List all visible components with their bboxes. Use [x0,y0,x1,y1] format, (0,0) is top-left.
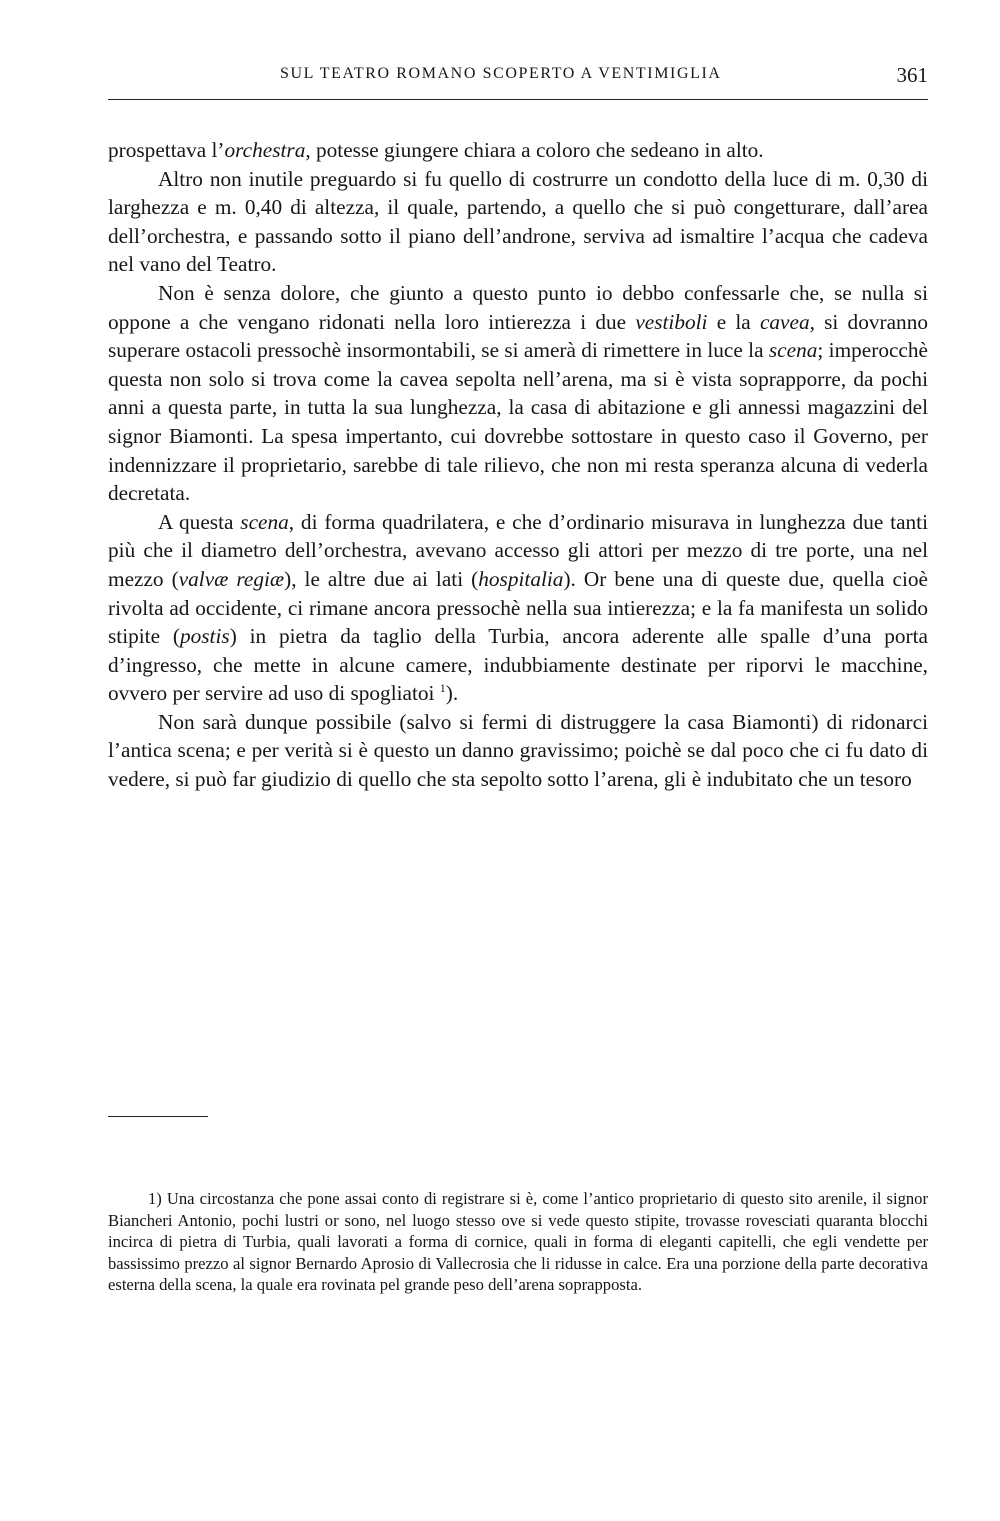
book-page [108,0,928,1521]
paragraph-text-run: , si dovranno superare ostacoli pressochè insormontabili, se si amerà di rimettere in luce la [108,309,928,363]
paragraph-italic-run: scena [768,338,818,363]
footnote-block [108,1188,928,1296]
running-title: SUL TEATRO ROMANO SCOPERTO A VENTIMIGLIA [280,65,722,82]
paragraph-text-run: ), le altre due ai lati ( [284,566,479,591]
paragraph-text-run: ). Or bene una di queste due, quella cioè rivolta ad occidente, ci rimane ancora pressochè nella sua intierezza; e la fa manifesta un solido stipite ( [108,566,928,649]
paragraph [108,708,928,794]
paragraph-text-run: prospettava l’ [108,138,225,162]
footnote-rule [108,1116,208,1117]
paragraph-italic-run: cavea [759,309,810,334]
paragraph-text-run: Non è senza dolore, che giunto a questo punto io debbo confessarle che, se nulla si oppone a che vengano ridonati nella loro intierezza i due [108,280,928,334]
paragraph-text-run: , di forma quadrilatera, e che d’ordinario misurava in lunghezza due tanti più che il diametro dell’orchestra, avevano accesso gli attori per mezzo di tre porte, una nel mezzo ( [108,509,929,591]
paragraph [108,165,928,279]
paragraph-italic-run: orchestra [224,138,306,162]
footnote [108,1188,928,1296]
footnote-text-run: 1) Una circostanza che pone assai conto di registrare si è, come l’antico proprietario di questo sito arenile, il signor Biancheri Antonio, pochi lustri or sono, nel luogo stesso ove si vede questo stipite, trovasse rovesciati quaranta blocchi incirca di pietra di Turbia, quali lavorati a forma di cornice, quali in forma di eleganti capitelli, che egli vendette per bassissimo prezzo al signor Bernardo Aprosio di Vallecrosia che li ridusse in calce. Era una porzione della parte decorativa esterna della scena, la quale era rovinata pel grande peso dell’arena soprapposta. [108,1189,928,1294]
paragraph [108,279,928,508]
running-head [108,63,928,89]
paragraph [108,136,928,165]
paragraph-text-run: e la [707,309,760,334]
paragraph-text-run: Altro non inutile preguardo si fu quello di costrurre un condotto della luce di m. 0,30 di larghezza e m. 0,40 di altezza, il quale, partendo, a quello che si può congetturare, dall’area dell’orchestra, e passando sotto il piano dell’androne, serviva ad ismaltire l’acqua che cadeva nel vano del Teatro. [108,166,928,277]
paragraph-text-run: A questa [158,509,241,534]
paragraph-text-run: , potesse giungere chiara a coloro che sedeano in alto. [305,138,764,162]
page-number: 361 [896,63,928,87]
paragraph-italic-run: postis [179,624,230,649]
paragraph-text-run: ) in pietra da taglio della Turbia, ancora aderente alle spalle d’una porta d’ingresso, che mette in alcune camere, indubbiamente destinate per riporvi le macchine, ovvero per servire ad uso di spogliatoi [108,624,928,706]
paragraph-text-run: ; imperocchè questa non solo si trova come la cavea sepolta nell’arena, ma si è vista soprapporre, da pochi anni a questa parte, in tutta la sua lunghezza, la casa di abitazione e gli annessi magazzini del signor Biamonti. La spesa impertanto, cui dovrebbe sottostare in questo caso il Governo, per indennizzare il proprietario, sarebbe di tale rilievo, che non mi resta speranza alcuna di vederla decretata. [108,338,928,506]
paragraph [108,508,928,708]
paragraph-footnote-ref: 1 [439,681,446,696]
paragraph-italic-run: scena [240,509,289,534]
paragraph-italic-run: vestiboli [635,309,708,334]
paragraph-text-run: Non sarà dunque possibile (salvo si fermi di distruggere la casa Biamonti) di ridonarci l’antica scena; e per verità si è questo un danno gravissimo; poichè se dal poco che ci fu dato di vedere, si può far giudizio di quello che sta sepolto sotto l’arena, gli è indubitato che un tesoro [108,709,928,792]
body-text [108,136,928,794]
paragraph-italic-run: hospitalia [478,566,564,591]
paragraph-text-run: ). [445,681,459,706]
paragraph-italic-run: valvæ regiæ [178,566,285,591]
header-rule [108,99,928,100]
